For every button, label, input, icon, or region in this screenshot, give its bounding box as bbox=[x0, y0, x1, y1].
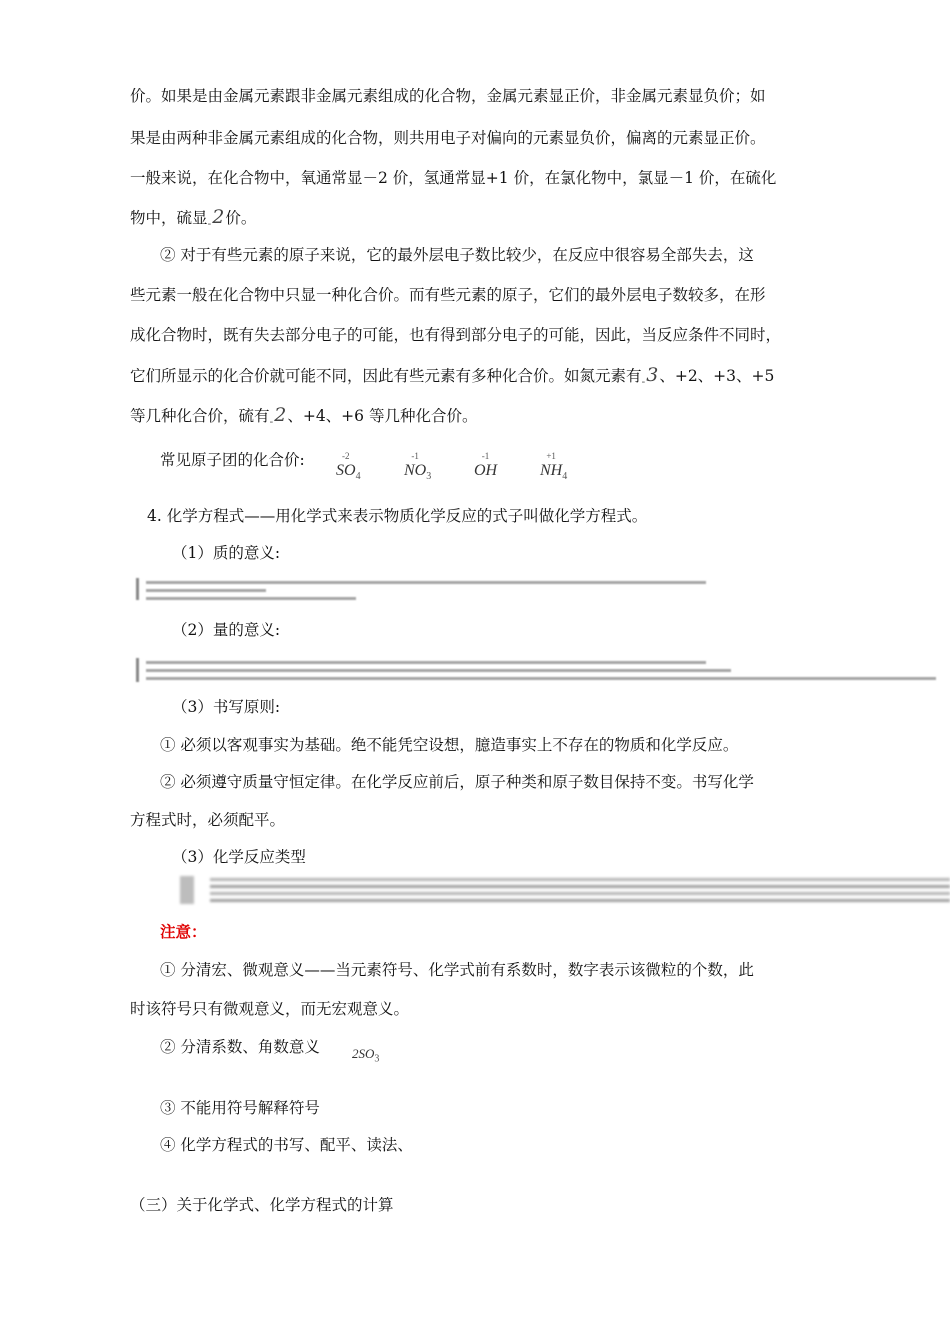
paragraph-line: 果是由两种非金属元素组成的化合物，则共用电子对偏向的元素显负价，偏离的元素显正价。 bbox=[130, 129, 766, 147]
charge-label: -1 bbox=[481, 451, 490, 461]
text-span: 价。 bbox=[225, 209, 257, 227]
blurred-reaction-types-image bbox=[180, 872, 950, 908]
minus-sign: - bbox=[641, 375, 646, 388]
paragraph-line: 成化合物时，既有失去部分电子的可能，也有得到部分电子的可能，因此，当反应条件不同时， bbox=[130, 326, 782, 344]
text-span: 等几种化合价，硫有 bbox=[130, 407, 270, 425]
formula-2so3 bbox=[352, 1046, 379, 1065]
section-heading: 4. 化学方程式——用化学式来表示物质化学反应的式子叫做化学方程式。 bbox=[147, 507, 648, 525]
paragraph-line: 方程式时，必须配平。 bbox=[130, 811, 286, 829]
formula-oh bbox=[474, 451, 498, 480]
paragraph-line bbox=[130, 405, 477, 428]
formula-symbol: OH bbox=[474, 462, 498, 479]
minus-sign: - bbox=[207, 217, 212, 230]
paragraph-line: ② 分清系数、角数意义 bbox=[160, 1038, 320, 1056]
formula-so4 bbox=[336, 451, 361, 483]
formula-subscript: 4 bbox=[562, 471, 568, 483]
charge-label: -2 bbox=[342, 451, 350, 461]
paragraph-line: 价。如果是由金属元素跟非金属元素组成的化合物，金属元素显正价，非金属元素显负价；如 bbox=[130, 87, 766, 105]
paragraph-line: ③ 不能用符号解释符号 bbox=[160, 1099, 320, 1117]
note-heading: 注意： bbox=[160, 922, 207, 941]
formula-subscript: 3 bbox=[426, 471, 432, 483]
valence-number: 2 bbox=[274, 404, 287, 426]
paragraph-line: ② 必须遵守质量守恒定律。在化学反应前后，原子种类和原子数目保持不变。书写化学 bbox=[160, 773, 754, 791]
paragraph-line: 一般来说，在化合物中，氧通常显－2 价，氢通常显+1 价，在氯化物中，氯显－1 价，在硫化 bbox=[130, 169, 777, 187]
formula-no3 bbox=[404, 451, 432, 483]
sub-heading: （3）化学反应类型 bbox=[172, 848, 306, 866]
paragraph-line bbox=[130, 207, 256, 230]
formula-subscript: 4 bbox=[355, 471, 361, 483]
charge-label: +1 bbox=[546, 451, 556, 461]
paragraph-line: ① 分清宏、微观意义——当元素符号、化学式前有系数时，数字表示该微粒的个数，此 bbox=[160, 961, 754, 979]
text-span: 、+2、+3、+5 bbox=[659, 367, 775, 385]
text-span: 物中，硫显 bbox=[130, 209, 208, 227]
formula-symbol: NH bbox=[540, 462, 563, 479]
text-span: 它们所显示的化合价就可能不同，因此有些元素有多种化合价。如氮元素有 bbox=[130, 367, 642, 385]
formula-subscript: 3 bbox=[374, 1053, 380, 1065]
sub-heading: （1）质的意义: bbox=[172, 544, 281, 562]
formula-symbol: SO bbox=[336, 462, 356, 479]
sub-heading: （2）量的意义: bbox=[172, 621, 281, 639]
paragraph-line: 常见原子团的化合价: bbox=[160, 451, 305, 469]
section-heading: （三）关于化学式、化学方程式的计算 bbox=[130, 1196, 394, 1214]
formula-nh4 bbox=[540, 451, 568, 483]
paragraph-line: ① 必须以客观事实为基础。绝不能凭空设想，臆造事实上不存在的物质和化学反应。 bbox=[160, 736, 739, 754]
paragraph-line: 些元素一般在化合物中只显一种化合价。而有些元素的原子，它们的最外层电子数较多，在形 bbox=[130, 286, 766, 304]
text-span: 、+4、+6 等几种化合价。 bbox=[287, 407, 478, 425]
minus-sign: - bbox=[269, 415, 274, 428]
charge-label: -1 bbox=[411, 451, 419, 461]
paragraph-line bbox=[130, 365, 774, 388]
valence-number: 3 bbox=[646, 364, 659, 386]
sub-heading: （3）书写原则: bbox=[172, 698, 281, 716]
paragraph-line: ② 对于有些元素的原子来说，它的最外层电子数比较少，在反应中很容易全部失去，这 bbox=[160, 246, 754, 264]
formula-symbol: NO bbox=[404, 462, 427, 479]
blurred-meaning-image bbox=[136, 576, 736, 604]
paragraph-line: ④ 化学方程式的书写、配平、读法、 bbox=[160, 1136, 413, 1154]
blurred-quantity-image bbox=[136, 656, 936, 686]
valence-number: 2 bbox=[212, 206, 225, 228]
paragraph-line: 时该符号只有微观意义，而无宏观意义。 bbox=[130, 1000, 410, 1018]
formula-symbol: 2SO bbox=[352, 1046, 375, 1061]
